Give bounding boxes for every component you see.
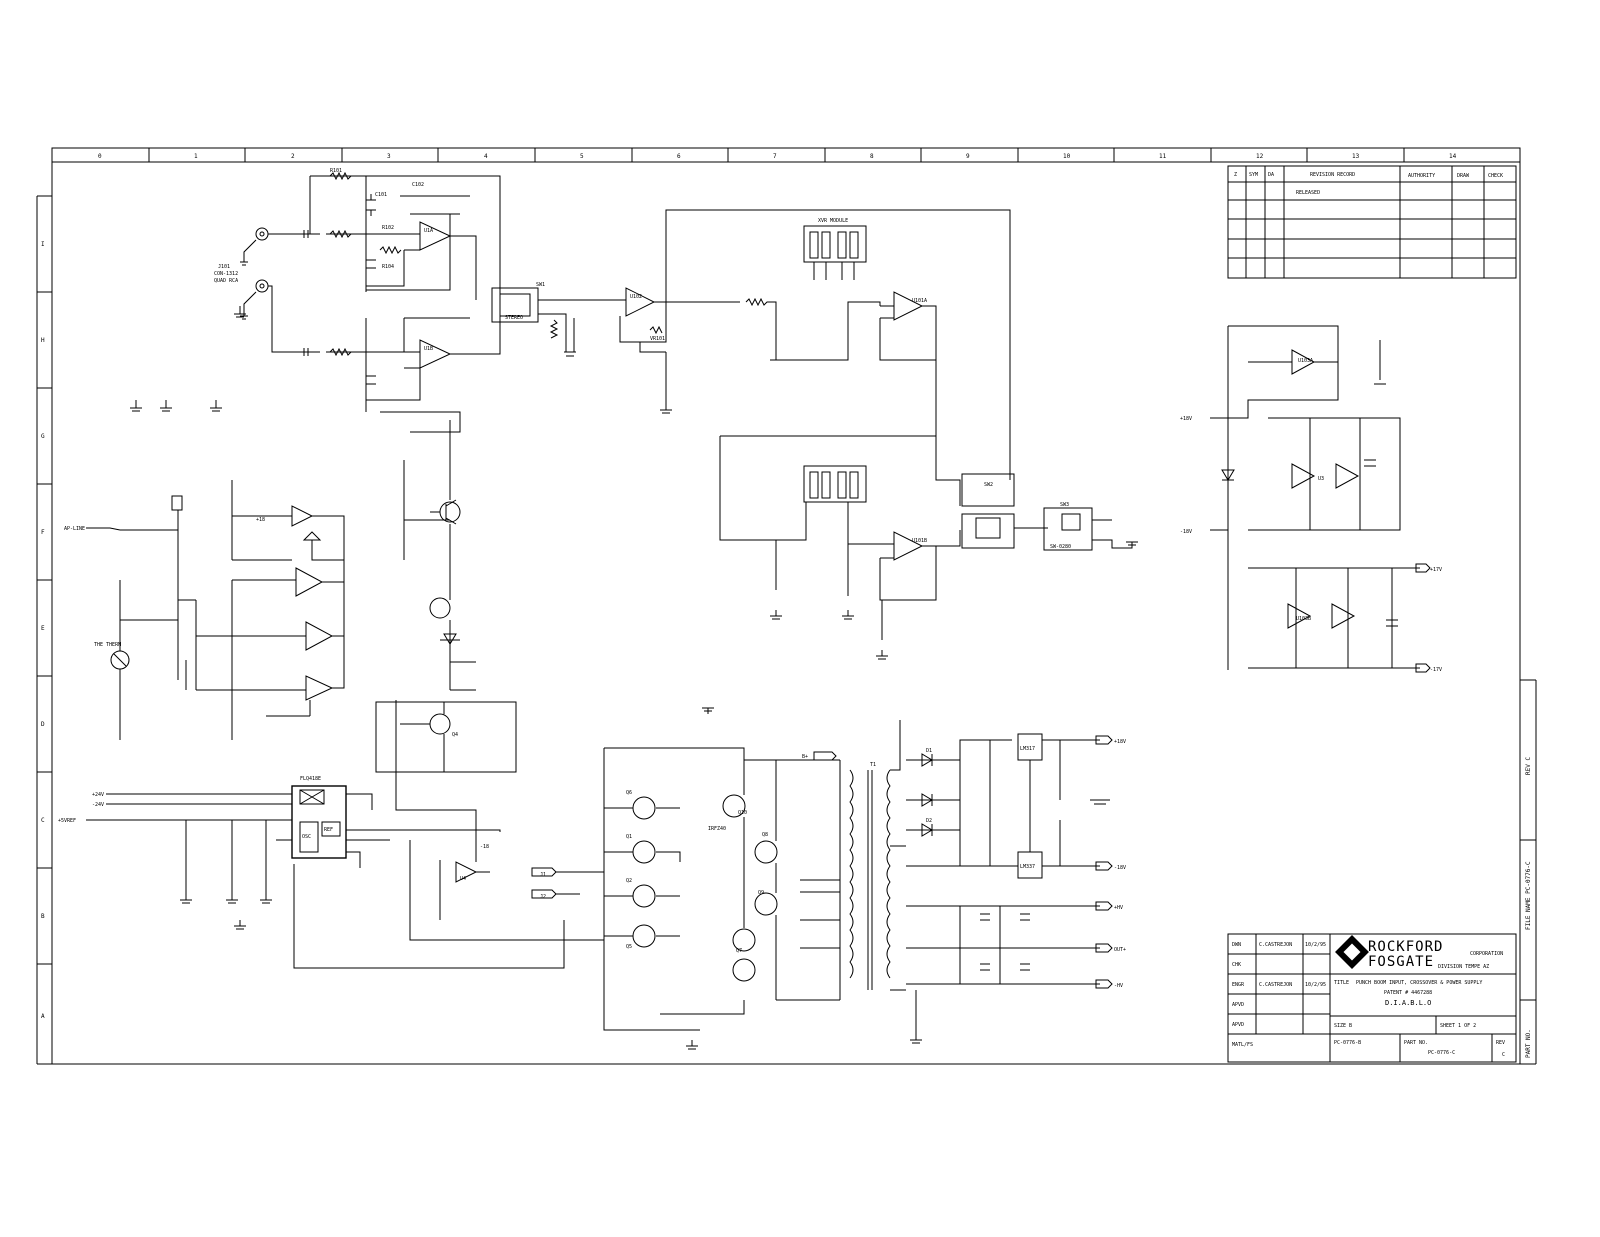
title-part-no: PC-0776-C [1428,1050,1456,1056]
row-label-F: F [41,529,45,536]
sw1-label: SW1 [536,282,546,288]
gate-driver-buffer [376,700,516,920]
title-part-no-label: PART NO. [1404,1040,1429,1046]
revision-block [1228,166,1516,278]
title-line-3: D.I.A.B.L.O [1385,999,1432,1007]
u101b-label: U101B [912,538,928,544]
title-row-apvd1-role: APVD [1232,1002,1245,1008]
q5-label: Q5 [626,944,633,950]
plus-24v-label: +24V [92,792,105,798]
xvr-module-bottom [720,436,960,640]
u103a-label: U103A [1298,358,1314,364]
hv-output-section [906,902,1126,1043]
u102-label: U102 [630,294,643,300]
minus-24v-label: -24V [92,802,105,808]
input-buffer-channel-2 [300,300,500,432]
minus-17v-label: -17V [1430,667,1443,673]
column-label-7: 7 [773,153,777,160]
irfz40-label: IRFZ40 [708,826,727,832]
column-label-1: 1 [194,153,198,160]
row-label-E: E [41,625,45,632]
title-label: TITLE [1334,980,1350,986]
plus-18-label: +18 [256,517,266,523]
column-label-14: 14 [1449,153,1457,160]
ref-label: REF [324,827,334,833]
sw3-label: SW3 [1060,502,1070,508]
transistor-chain-q15-q17 [404,420,476,690]
r104-label: R104 [382,264,395,270]
title-pc-number: PC-0776-B [1334,1040,1362,1046]
title-line-1: PUNCH BOOM INPUT, CROSSOVER & POWER SUPPLY [1356,980,1483,986]
row-label-G: G [41,433,45,440]
title-row-dwn-date: 10/2/95 [1305,942,1327,948]
title-row-engr-role: ENGR [1232,982,1245,988]
power-supply-opamp-block [1180,326,1442,673]
column-label-11: 11 [1159,153,1167,160]
minus-18v-label-right: -18V [1180,529,1193,535]
crossover-section [600,210,1010,480]
row-label-C: C [41,817,45,824]
sw3-part: SW-0280 [1050,544,1072,550]
t1-label: T1 [870,762,877,768]
input-buffer-channel-1 [300,168,500,300]
rev-header-z: Z [1234,172,1238,178]
column-label-9: 9 [966,153,970,160]
r101-label: R101 [330,168,343,174]
column-label-5: 5 [580,153,584,160]
row-ruler [37,241,52,1020]
title-row-chk-role: CHK [1232,962,1242,968]
stereo-label: STEREO [505,315,524,321]
q8-label: Q8 [762,832,769,838]
row-label-D: D [41,721,45,728]
column-label-8: 8 [870,153,874,160]
u4-label: U4 [460,876,467,882]
lm317-label: LM317 [1020,746,1036,752]
mosfet-bridge [708,752,840,1000]
rev-header-authority: AUTHORITY [1408,173,1436,179]
pwm-chip-label: FLQ418E [300,776,322,782]
out-plus-label: OUT+ [1114,947,1127,953]
column-label-6: 6 [677,153,681,160]
q4-label: Q4 [452,732,459,738]
plus-hv-label: +HV [1114,905,1124,911]
sheet-frame [37,148,1536,1064]
lm337-label: LM337 [1020,864,1036,870]
ground-symbols [130,306,888,1049]
d2-label: D2 [926,818,933,824]
company-corporation: CORPORATION [1470,951,1504,957]
j1-label: J1 [540,872,547,878]
rev-header-record: REVISION RECORD [1310,172,1356,178]
margin-file-name: FILE NAME PC-0776-C [1525,861,1532,930]
company-name-bottom: FOSGATE [1368,954,1435,970]
rockford-logo [1335,935,1443,970]
title-line-2: PATENT # 4467288 [1384,990,1433,996]
q10-label: Q10 [738,810,748,816]
column-label-10: 10 [1063,153,1071,160]
plus-5vref-label: +5VREF [58,818,77,824]
minus-hv-label: -HV [1114,983,1124,989]
switch-sw2-sw3 [962,474,1138,550]
therm-label: THE THERM [94,642,122,648]
input-jack-section [214,228,300,352]
title-block [1228,934,1516,1062]
rev-header-da: DA [1268,172,1275,178]
u103b-label: U103B [1296,616,1312,622]
minus-18v-label-mid: -18 [480,844,490,850]
c101-label: C101 [375,192,388,198]
company-division: DIVISION TEMPE AZ [1438,964,1490,970]
c102-label: C102 [412,182,425,188]
company-name-top: ROCKFORD [1368,939,1444,955]
column-ruler [98,148,1457,162]
q6-label: Q6 [626,790,633,796]
xvr-module-top [804,218,866,280]
title-row-dwn-name: C.CASTREJON [1259,942,1293,948]
row-label-H: H [41,337,45,344]
q1-label: Q1 [626,834,633,840]
title-rev: C [1502,1052,1506,1058]
q7-label: Q7 [736,948,743,954]
plus-17v-label: +17V [1430,567,1443,573]
b-plus-label: B+ [802,754,809,760]
row-label-A: A [41,1013,45,1020]
plus-18v-label-reg: +18V [1114,739,1127,745]
d1-label: D1 [926,748,933,754]
title-rev-label: REV [1496,1040,1506,1046]
q2-label: Q2 [626,878,633,884]
u1b-label: U1B [424,346,434,352]
ap-line-label-left: AP-LINE [64,526,86,532]
input-jack-part: CON-1312 [214,271,239,277]
input-jack-desc: QUAD RCA [214,278,239,284]
plus-18v-label-right: +18V [1180,416,1193,422]
osc-label: OSC [302,834,312,840]
transformer-t1 [850,720,906,990]
title-row-dwn-role: DWN [1232,942,1242,948]
column-label-3: 3 [387,153,391,160]
title-row-engr-name: C.CASTREJON [1259,982,1293,988]
crossover-output-stage [720,292,960,506]
r102-label: R102 [382,225,395,231]
margin-part-no: PART NO. [1525,1029,1532,1058]
u3-label: U3 [1318,476,1325,482]
margin-rev: REV C [1525,756,1532,775]
rev-header-sym: SYM [1249,172,1259,178]
stereo-switch-sw1 [492,282,600,356]
vr101-label: VR101 [650,336,666,342]
rectifier-and-regulators [906,734,1126,878]
column-label-4: 4 [484,153,488,160]
thermistor-section [94,568,344,740]
title-sheet: SHEET 1 OF 2 [1440,1023,1477,1029]
title-size: SIZE B [1334,1023,1353,1029]
q9-label: Q9 [758,890,765,896]
rev-header-check: CHECK [1488,173,1504,179]
sw2-label: SW2 [984,482,994,488]
input-jack-ref: J101 [218,264,231,270]
j2-label: J2 [540,894,547,900]
title-row-engr-date: 10/2/95 [1305,982,1327,988]
rev-entry-released: RELEASED [1296,190,1321,196]
title-matl: MATL/FS [1232,1042,1254,1048]
minus-18v-label-reg: -18V [1114,865,1127,871]
pwm-controller [58,776,604,968]
rev-header-draw: DRAW [1457,173,1470,179]
output-driver-transistors [532,748,744,1030]
column-label-13: 13 [1352,153,1360,160]
title-row-apvd2-role: APVD [1232,1022,1245,1028]
u101a-label: U101A [912,298,928,304]
column-label-0: 0 [98,153,102,160]
row-label-I: I [41,241,45,248]
right-margin-labels [1520,757,1536,1058]
mute-control-section [64,480,344,600]
u1a-label: U1A [424,228,434,234]
xvr-module-label: XVR MODULE [818,218,849,224]
column-label-12: 12 [1256,153,1264,160]
row-label-B: B [41,913,45,920]
column-label-2: 2 [291,153,295,160]
